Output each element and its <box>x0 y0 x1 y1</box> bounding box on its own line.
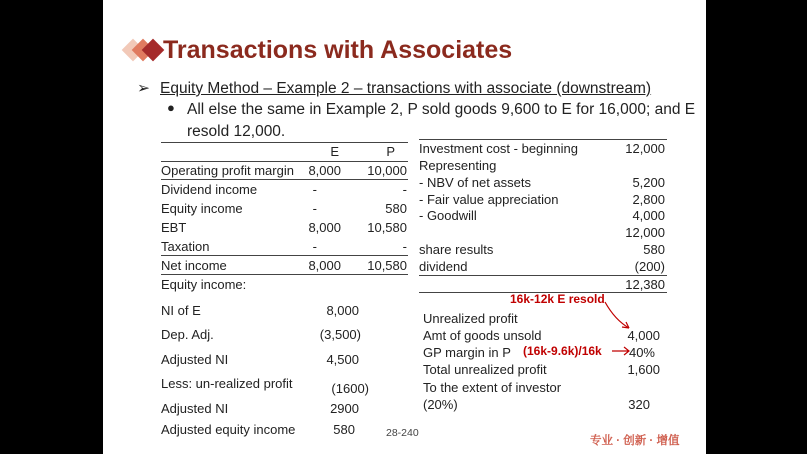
slide-title: Transactions with Associates <box>163 36 513 64</box>
table-row-label: share results <box>419 242 494 257</box>
list-item-value: 40% <box>628 345 655 360</box>
table-cell-p: 10,580 <box>367 220 407 235</box>
list-item-label: To the extent of investor <box>423 380 562 395</box>
list-item-label: Adjusted NI <box>161 401 229 416</box>
list-item-label: NI of E <box>161 303 201 318</box>
annotation-resold: 16k-12k E resold <box>510 292 605 306</box>
list-item-value: 2900 <box>330 401 359 416</box>
table-cell-value: 4,000 <box>632 208 665 223</box>
list-item-value: 4,500 <box>326 352 359 367</box>
table-cell-value: 12,000 <box>625 141 665 156</box>
dot-bullet-icon: ● <box>167 100 175 115</box>
arrow-bullet-icon: ➢ <box>137 80 150 97</box>
table-cell-e: 8,000 <box>308 220 341 235</box>
table-cell-p: 580 <box>385 201 407 216</box>
table-cell-value: (200) <box>634 259 665 274</box>
list-item-label: Amt of goods unsold <box>423 328 542 343</box>
list-item-label: Unrealized profit <box>423 311 518 326</box>
bullet-example-line2: resold 12,000. <box>187 123 286 140</box>
table-cell-e: - <box>312 239 317 254</box>
list-item-value: 8,000 <box>326 303 359 318</box>
table-cell-value: 2,800 <box>632 192 665 207</box>
table-row-label: Operating profit margin <box>161 163 294 178</box>
table-cell-total: 12,380 <box>625 277 665 292</box>
table-row-label: Dividend income <box>161 182 258 197</box>
table-cell-e: 8,000 <box>308 163 341 178</box>
table-row-label: - NBV of net assets <box>419 175 531 190</box>
bullet-example-line1: All else the same in Example 2, P sold goods 9,600 to E for 16,000; and E <box>187 101 696 118</box>
annotation-margin: (16k-9.6k)/16k <box>523 344 602 358</box>
list-item-label: (20%) <box>423 397 458 412</box>
table-row-label: Taxation <box>161 239 210 254</box>
table-row-label: dividend <box>419 259 468 274</box>
table-row-label: - Fair value appreciation <box>419 192 559 207</box>
table-cell-p: 10,000 <box>367 163 407 178</box>
list-item-label: Total unrealized profit <box>423 362 547 377</box>
table-cell-e: 8,000 <box>308 258 341 273</box>
list-item-value: 1,600 <box>627 362 660 377</box>
table-cell-e: - <box>312 182 317 197</box>
list-item-value: 320 <box>628 397 650 412</box>
table-cell-value: 5,200 <box>632 175 665 190</box>
table-cell-value: 580 <box>643 242 665 257</box>
page-number: 28-240 <box>386 427 419 439</box>
list-item-value: 4,000 <box>627 328 660 343</box>
list-item-label: Less: un-realized profit <box>161 376 293 391</box>
list-item-value: (3,500) <box>319 327 361 342</box>
list-item-label: Dep. Adj. <box>161 327 214 342</box>
table-row-label: Net income <box>161 258 227 273</box>
equity-income-heading: Equity income: <box>161 277 247 292</box>
list-item-value: 580 <box>333 422 355 437</box>
header-e: E <box>330 144 339 159</box>
title-diamond-icon <box>117 36 167 66</box>
table-cell-p: - <box>402 239 407 254</box>
slide <box>103 0 706 454</box>
table-row-label: Equity income <box>161 201 243 216</box>
footer-logo: 专业 · 创新 · 增值 <box>590 435 680 447</box>
table-cell-e: - <box>312 201 317 216</box>
table-cell-p: 10,580 <box>367 258 407 273</box>
table-row-label: Investment cost - beginning <box>419 141 578 156</box>
list-item-value: (1600) <box>331 381 369 396</box>
table-cell-p: - <box>402 182 407 197</box>
table-row-label: EBT <box>161 220 187 235</box>
list-item-label: Adjusted equity income <box>161 422 296 437</box>
table-row-label: Representing <box>419 158 497 173</box>
header-p: P <box>386 144 395 159</box>
list-item-label: GP margin in P <box>423 345 511 360</box>
list-item-label: Adjusted NI <box>161 352 229 367</box>
table-row-label: - Goodwill <box>419 208 477 223</box>
table-cell-value: 12,000 <box>625 225 665 240</box>
bullet-equity-method: Equity Method – Example 2 – transactions with associate (downstream) <box>160 80 652 97</box>
